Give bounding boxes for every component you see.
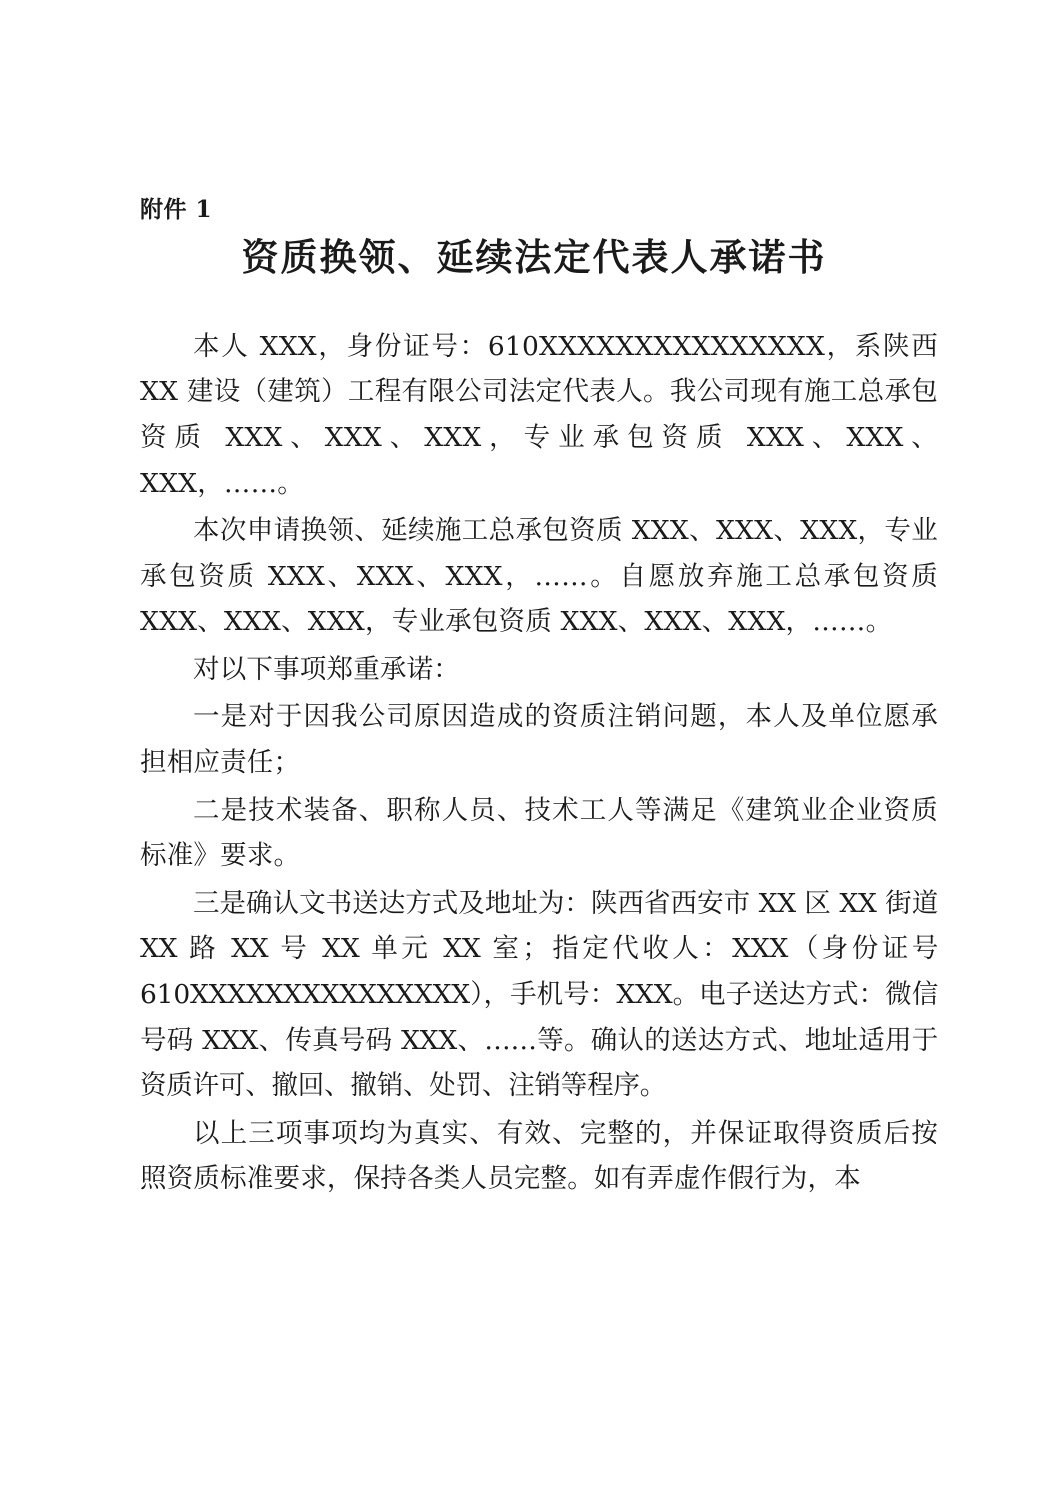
paragraph: 本人 XXX，身份证号：610XXXXXXXXXXXXXXX，系陕西 XX 建设（建筑）工程有限公司法定代表人。我公司现有施工总承包资质 XXX、XXX、XXX，专业承包资质 XXX、XXX、XXX，……。 [140, 330, 938, 499]
document-body [140, 324, 938, 1202]
paragraph: 三是确认文书送达方式及地址为：陕西省西安市 XX 区 XX 街道 XX 路 XX 号 XX 单元 XX 室；指定代收人：XXX（身份证号 610XXXXXXXXXXXXXXX），手机号：XXX。电子送达方式：微信号码 XXX、传真号码 XXX、……等。确认的送达方式、地址适用于资质许可、撤回、撤销、处罚、注销等程序。 [140, 887, 938, 1102]
paragraph: 本次申请换领、延续施工总承包资质 XXX、XXX、XXX，专业承包资质 XXX、XXX、XXX，……。自愿放弃施工总承包资质 XXX、XXX、XXX，专业承包资质 XXX、XXX、XXX，……。 [140, 515, 938, 638]
paragraph: 以上三项事项均为真实、有效、完整的，并保证取得资质后按照资质标准要求，保持各类人员完整。如有弄虚作假行为，本 [140, 1117, 938, 1195]
paragraph: 二是技术装备、职称人员、技术工人等满足《建筑业企业资质标准》要求。 [140, 794, 938, 872]
attachment-label: 附件 1 [140, 196, 213, 223]
paragraph: 一是对于因我公司原因造成的资质注销问题，本人及单位愿承担相应责任； [140, 701, 938, 779]
page-title: 资质换领、延续法定代表人承诺书 [241, 234, 827, 279]
paragraph: 对以下事项郑重承诺： [193, 653, 460, 685]
